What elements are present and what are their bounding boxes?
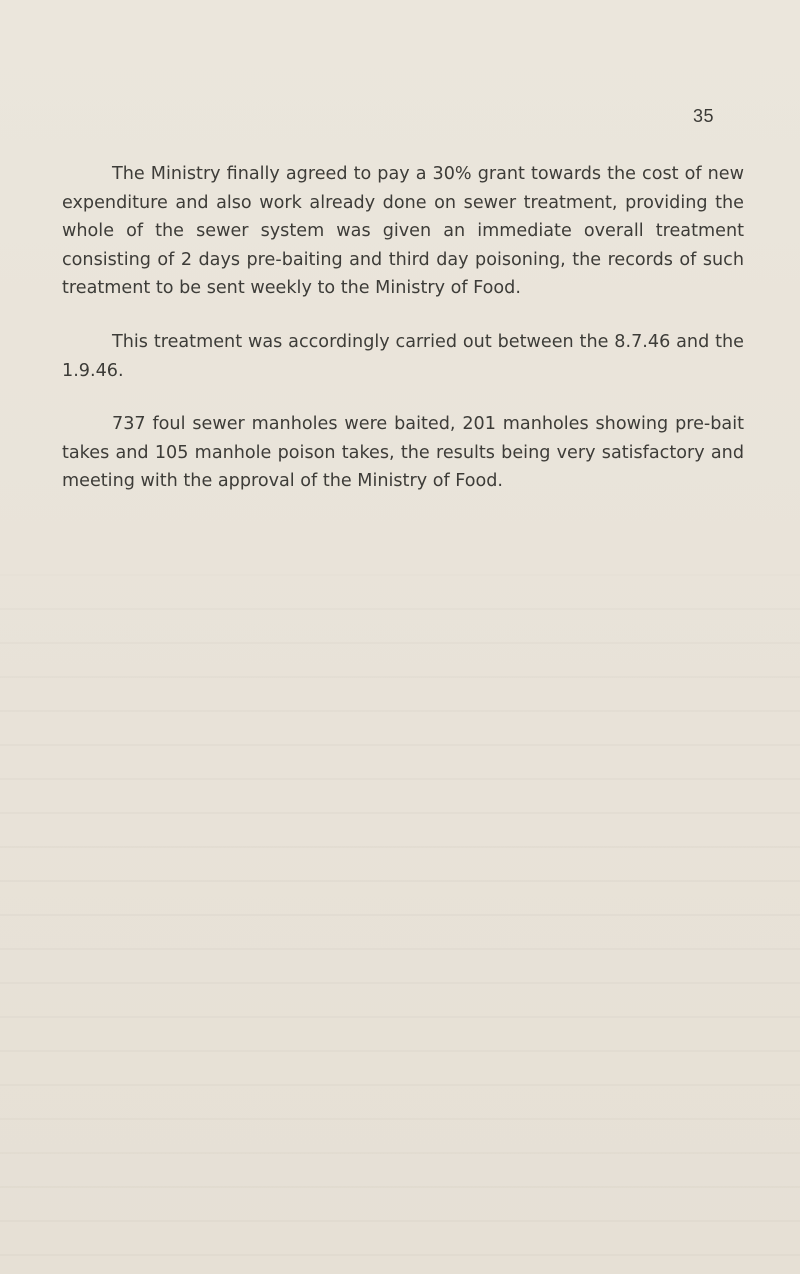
paragraph-treatment-dates: This treatment was accordingly carried out between the 8.7.46 and the 1.9.46. xyxy=(62,331,744,381)
paragraph-manhole-results: 737 foul sewer manholes were baited, 201 manholes showing pre-bait takes and 105 manhole poison takes, the results being very satisfactory and meeting with the approval of the Ministry of Food. xyxy=(62,414,744,492)
body-text xyxy=(62,160,744,496)
page-number: 35 xyxy=(692,106,714,126)
paragraph-grant: The Ministry finally agreed to pay a 30% grant towards the cost of new expenditure and also work already done on sewer treatment, providing the whole of the sewer system was given an immediate overall treatment consisting of 2 days pre-baiting and third day poisoning, the records of such treatment to be sent weekly to the Ministry of Food. xyxy=(62,164,744,299)
